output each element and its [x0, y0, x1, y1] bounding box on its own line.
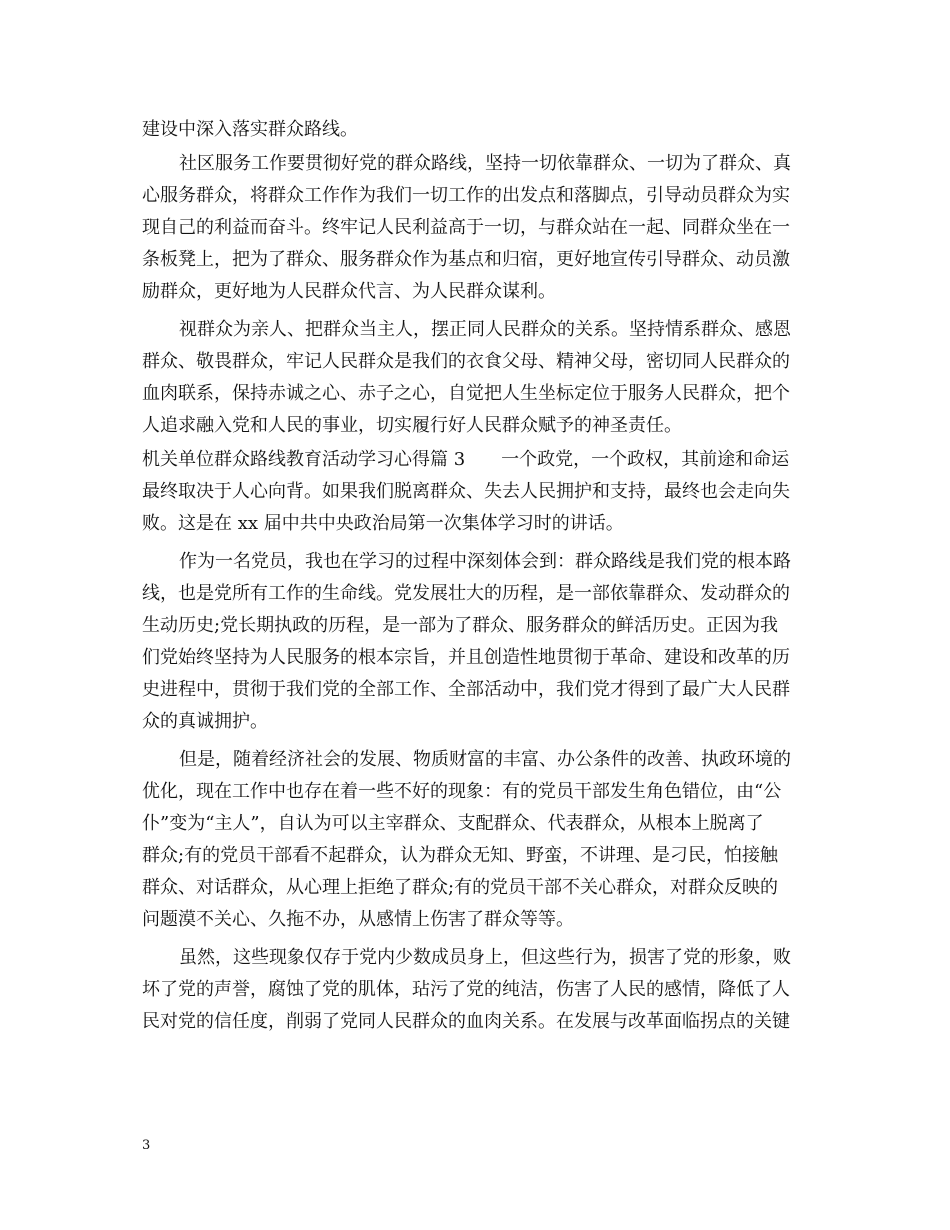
paragraph-5 — [142, 546, 810, 738]
paragraph-4-section-heading — [142, 444, 810, 540]
text-line: 但是，随着经济社会的发展、物质财富的丰富、办公条件的改善、执政环境的 — [179, 749, 791, 770]
text-line: 建设中深入落实群众路线。 — [142, 119, 358, 140]
document-body — [142, 114, 810, 1044]
text-line: 励群众，更好地为人民群众代言、为人民群众谋利。 — [142, 281, 556, 302]
text-line: 问题漠不关心、久拖不办，从感情上伤害了群众等等。 — [142, 909, 574, 930]
text-line: 心服务群众，将群众工作作为我们一切工作的出发点和落脚点，引导动员群众为实 — [142, 185, 790, 206]
text-line: 民对党的信任度，削弱了党同人民群众的血肉关系。在发展与改革面临拐点的关键 — [142, 1011, 790, 1032]
text-line: 败。这是在 xx 届中共中央政治局第一次集体学习时的讲话。 — [142, 513, 624, 534]
text-line: 机关单位群众路线教育活动学习心得篇 3 一个政党，一个政权，其前途和命运 — [142, 449, 790, 470]
text-line: 人追求融入党和人民的事业，切实履行好人民群众赋予的神圣责任。 — [142, 415, 682, 436]
text-line: 坏了党的声誉，腐蚀了党的肌体，玷污了党的纯洁，伤害了人民的感情，降低了人 — [142, 979, 790, 1000]
text-line: 作为一名党员，我也在学习的过程中深刻体会到：群众路线是我们党的根本路 — [179, 551, 791, 572]
text-line: 群众、对话群众，从心理上拒绝了群众;有的党员干部不关心群众，对群众反映的 — [142, 877, 779, 898]
text-line: 视群众为亲人、把群众当主人，摆正同人民群众的关系。坚持情系群众、感恩 — [179, 319, 791, 340]
text-line: 优化，现在工作中也存在着一些不好的现象：有的党员干部发生角色错位，由“公 — [142, 781, 782, 802]
text-line: 生动历史;党长期执政的历程，是一部为了群众、服务群众的鲜活历史。正因为我 — [142, 615, 779, 636]
paragraph-1 — [142, 114, 810, 146]
text-line: 众的真诚拥护。 — [142, 711, 268, 732]
text-line: 社区服务工作要贯彻好党的群众路线，坚持一切依靠群众、一切为了群众、真 — [179, 153, 791, 174]
text-line: 虽然，这些现象仅存于党内少数成员身上，但这些行为，损害了党的形象，败 — [179, 947, 791, 968]
paragraph-7 — [142, 942, 810, 1038]
text-line: 线，也是党所有工作的生命线。党发展壮大的历程，是一部依靠群众、发动群众的 — [142, 583, 790, 604]
page-number: 3 — [142, 1138, 151, 1153]
text-line: 群众、敬畏群众，牢记人民群众是我们的衣食父母、精神父母，密切同人民群众的 — [142, 351, 790, 372]
text-line: 群众;有的党员干部看不起群众，认为群众无知、野蛮，不讲理、是刁民，怕接触 — [142, 845, 779, 866]
text-line: 现自己的利益而奋斗。终牢记人民利益高于一切，与群众站在一起、同群众坐在一 — [142, 217, 790, 238]
text-line: 最终取决于人心向背。如果我们脱离群众、失去人民拥护和支持，最终也会走向失 — [142, 481, 790, 502]
paragraph-3 — [142, 314, 810, 442]
text-line: 史进程中，贯彻于我们党的全部工作、全部活动中，我们党才得到了最广大人民群 — [142, 679, 790, 700]
text-line: 们党始终坚持为人民服务的根本宗旨，并且创造性地贯彻于革命、建设和改革的历 — [142, 647, 790, 668]
text-line: 条板凳上，把为了群众、服务群众作为基点和归宿，更好地宣传引导群众、动员激 — [142, 249, 790, 270]
text-line: 血肉联系，保持赤诚之心、赤子之心，自觉把人生坐标定位于服务人民群众，把个 — [142, 383, 790, 404]
paragraph-6 — [142, 744, 810, 936]
text-line: 仆”变为“主人”，自认为可以主宰群众、支配群众、代表群众，从根本上脱离了 — [142, 813, 764, 834]
paragraph-2 — [142, 148, 810, 308]
